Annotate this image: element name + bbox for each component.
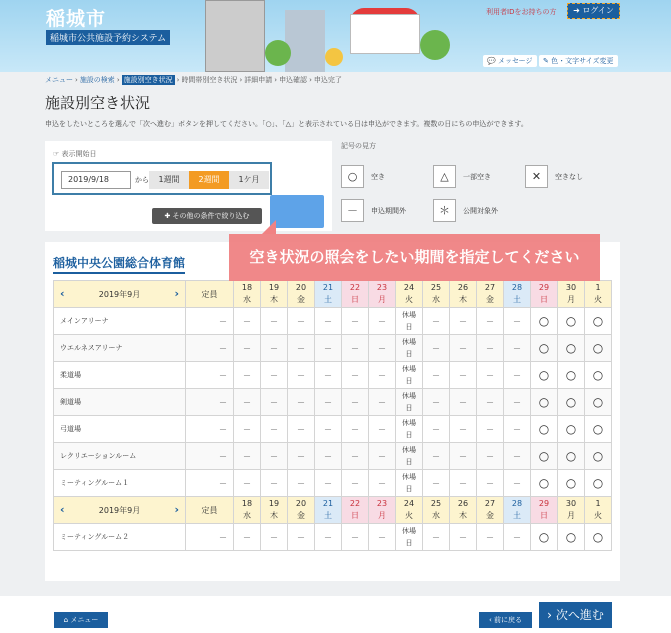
prev-month-icon[interactable]: ‹: [60, 503, 65, 516]
capacity-header: 定員: [186, 497, 234, 524]
availability-cell: －: [288, 443, 315, 470]
availability-cell: －: [504, 443, 531, 470]
availability-cell: －: [504, 416, 531, 443]
menu-button[interactable]: ⌂ メニュー: [54, 612, 108, 628]
table-row: [54, 308, 612, 335]
availability-cell: －: [450, 416, 477, 443]
back-button[interactable]: ‹ 前に戻る: [479, 612, 532, 628]
day-header: 27 金: [477, 497, 504, 524]
availability-cell[interactable]: ○: [585, 443, 612, 470]
availability-cell: －: [234, 470, 261, 497]
login-hint: 利用者IDをお持ちの方: [486, 8, 557, 16]
availability-cell[interactable]: ○: [585, 389, 612, 416]
availability-cell: －: [315, 443, 342, 470]
day-header: 22 日: [342, 497, 369, 524]
availability-cell: －: [423, 308, 450, 335]
availability-cell[interactable]: ○: [585, 524, 612, 551]
availability-cell: －: [369, 335, 396, 362]
availability-cell: －: [288, 524, 315, 551]
availability-cell: －: [423, 443, 450, 470]
availability-cell: －: [450, 362, 477, 389]
table-row: [54, 335, 612, 362]
date-group: [52, 162, 272, 195]
availability-cell[interactable]: ○: [558, 335, 585, 362]
facility-title[interactable]: 稲城中央公園総合体育館: [53, 254, 185, 274]
availability-cell: －: [261, 416, 288, 443]
table-row: [54, 389, 612, 416]
legend-symbol-partial: △: [433, 165, 456, 188]
next-month-icon[interactable]: ›: [174, 287, 179, 300]
availability-cell[interactable]: ○: [531, 443, 558, 470]
availability-cell: －: [477, 335, 504, 362]
breadcrumb-step: 時間帯別空き状況: [181, 76, 238, 84]
header-illustration: [175, 0, 475, 72]
availability-cell: －: [342, 524, 369, 551]
login-button[interactable]: ➜ ログイン: [567, 3, 620, 19]
availability-cell: －: [342, 416, 369, 443]
breadcrumb-step: 詳細申請: [244, 76, 273, 84]
page-description: 申込をしたいところを選んで「次へ進む」ボタンを押してください。「○」、「△」と表示されている日は申込ができます。複数の日にちの申込ができます。: [45, 120, 528, 128]
day-header: 22 日: [342, 281, 369, 308]
availability-cell: －: [423, 470, 450, 497]
period-1week-button[interactable]: 1週間: [149, 171, 189, 189]
availability-cell: －: [504, 308, 531, 335]
availability-cell: －: [261, 389, 288, 416]
day-header: 24 火: [396, 497, 423, 524]
availability-cell: 休場 日: [396, 470, 423, 497]
availability-cell: 休場 日: [396, 443, 423, 470]
breadcrumb-menu[interactable]: メニュー: [45, 76, 73, 84]
availability-cell[interactable]: ○: [585, 362, 612, 389]
availability-cell: －: [477, 389, 504, 416]
availability-cell[interactable]: ○: [558, 470, 585, 497]
availability-cell: －: [315, 524, 342, 551]
availability-cell: －: [450, 443, 477, 470]
availability-cell: －: [288, 470, 315, 497]
availability-cell: －: [504, 389, 531, 416]
capacity-value: －: [186, 335, 234, 362]
footer: [0, 596, 671, 633]
availability-cell: －: [234, 308, 261, 335]
period-1month-button[interactable]: 1ケ月: [229, 171, 269, 189]
day-header: 29 日: [531, 281, 558, 308]
room-name: 剣道場: [54, 389, 186, 416]
day-header: 25 水: [423, 497, 450, 524]
availability-cell: －: [234, 443, 261, 470]
legend: [339, 141, 619, 231]
availability-cell: 休場 日: [396, 362, 423, 389]
legend-label-available: 空き: [371, 173, 385, 181]
availability-cell[interactable]: ○: [531, 308, 558, 335]
availability-cell: －: [288, 389, 315, 416]
availability-cell: －: [450, 470, 477, 497]
availability-cell: －: [288, 308, 315, 335]
day-header: 20 金: [288, 281, 315, 308]
next-month-icon[interactable]: ›: [174, 503, 179, 516]
availability-cell[interactable]: ○: [585, 335, 612, 362]
availability-cell: －: [315, 470, 342, 497]
search-button[interactable]: [270, 195, 324, 228]
day-header: 19 木: [261, 281, 288, 308]
availability-cell[interactable]: ○: [558, 362, 585, 389]
availability-cell: －: [261, 362, 288, 389]
date-label: ☞ 表示開始日: [53, 150, 97, 158]
availability-cell: －: [315, 308, 342, 335]
availability-cell[interactable]: ○: [585, 308, 612, 335]
capacity-value: －: [186, 443, 234, 470]
room-name: レクリエーションルーム: [54, 443, 186, 470]
capacity-header: 定員: [186, 281, 234, 308]
font-label: 色・文字サイズ変更: [551, 57, 614, 65]
availability-cell: －: [261, 470, 288, 497]
availability-cell: －: [315, 335, 342, 362]
availability-cell: －: [369, 362, 396, 389]
availability-cell[interactable]: ○: [558, 443, 585, 470]
filter-button[interactable]: ✚ その他の条件で絞り込む: [152, 208, 262, 224]
day-header: 23 月: [369, 497, 396, 524]
date-panel: [45, 141, 332, 231]
start-date-input[interactable]: 2019/9/18: [61, 171, 131, 189]
availability-cell: －: [423, 335, 450, 362]
capacity-value: －: [186, 308, 234, 335]
legend-label-full: 空きなし: [555, 173, 583, 181]
day-header: 29 日: [531, 497, 558, 524]
day-header: 23 月: [369, 281, 396, 308]
room-name: メインアリーナ: [54, 308, 186, 335]
capacity-value: －: [186, 470, 234, 497]
availability-cell: －: [261, 443, 288, 470]
day-header: 26 木: [450, 281, 477, 308]
availability-cell: －: [342, 362, 369, 389]
availability-cell: －: [477, 470, 504, 497]
availability-cell: －: [369, 524, 396, 551]
day-header: 28 土: [504, 497, 531, 524]
availability-cell: 休場 日: [396, 335, 423, 362]
availability-cell[interactable]: ○: [558, 308, 585, 335]
availability-cell: －: [450, 524, 477, 551]
capacity-value: －: [186, 416, 234, 443]
day-header: 18 水: [234, 281, 261, 308]
availability-cell: －: [261, 335, 288, 362]
availability-cell: －: [450, 389, 477, 416]
availability-cell[interactable]: ○: [531, 335, 558, 362]
chat-icon: 💬: [487, 57, 496, 65]
legend-title: 記号の見方: [341, 142, 376, 150]
room-name: ミーティングルーム１: [54, 470, 186, 497]
availability-cell: －: [504, 362, 531, 389]
availability-cell: －: [342, 335, 369, 362]
availability-cell[interactable]: ○: [585, 470, 612, 497]
availability-cell[interactable]: ○: [531, 470, 558, 497]
availability-cell: －: [234, 524, 261, 551]
availability-panel: [45, 242, 620, 581]
day-header: 28 土: [504, 281, 531, 308]
room-name: 柔道場: [54, 362, 186, 389]
availability-cell: －: [369, 470, 396, 497]
prev-month-icon[interactable]: ‹: [60, 287, 65, 300]
day-header: 21 土: [315, 281, 342, 308]
availability-cell: －: [504, 335, 531, 362]
availability-cell: －: [369, 389, 396, 416]
availability-cell: －: [477, 416, 504, 443]
availability-cell: －: [504, 470, 531, 497]
availability-cell: －: [288, 362, 315, 389]
capacity-value: －: [186, 362, 234, 389]
header-row: [54, 281, 612, 308]
availability-cell: －: [477, 443, 504, 470]
breadcrumb-step: 申込完了: [313, 76, 342, 84]
availability-cell: －: [315, 362, 342, 389]
month-label: 2019年9月: [98, 505, 141, 515]
availability-cell: －: [369, 416, 396, 443]
home-icon: ⌂: [63, 616, 69, 624]
availability-cell[interactable]: ○: [531, 524, 558, 551]
availability-cell: －: [423, 416, 450, 443]
breadcrumb-current: 施設別空き状況: [123, 76, 173, 84]
availability-cell: －: [342, 308, 369, 335]
legend-label-private: 公開対象外: [463, 207, 498, 215]
day-header: 1 火: [585, 497, 612, 524]
month-cell: [54, 281, 186, 308]
room-name: ウエルネスアリーナ: [54, 335, 186, 362]
availability-cell: －: [423, 362, 450, 389]
chevron-right-icon: ›: [547, 608, 552, 622]
pencil-icon: ✎: [543, 57, 549, 65]
day-header: 30 月: [558, 281, 585, 308]
day-header: 21 土: [315, 497, 342, 524]
availability-cell: －: [234, 416, 261, 443]
kara-label: から: [135, 176, 149, 184]
day-header: 27 金: [477, 281, 504, 308]
breadcrumb-step: 申込確認: [279, 76, 308, 84]
day-header: 25 水: [423, 281, 450, 308]
availability-cell: －: [342, 443, 369, 470]
capacity-value: －: [186, 389, 234, 416]
callout-tail: [262, 220, 276, 234]
availability-cell: －: [288, 335, 315, 362]
header-row: [54, 497, 612, 524]
room-name: 弓道場: [54, 416, 186, 443]
availability-cell[interactable]: ○: [558, 389, 585, 416]
legend-label-out-of-period: 申込期間外: [371, 207, 406, 215]
day-header: 30 月: [558, 497, 585, 524]
capacity-value: －: [186, 524, 234, 551]
month-cell: [54, 497, 186, 524]
availability-cell: －: [450, 308, 477, 335]
table-row: [54, 416, 612, 443]
availability-cell: 休場 日: [396, 389, 423, 416]
table-row: [54, 524, 612, 551]
availability-cell: －: [234, 389, 261, 416]
font-size-button[interactable]: [539, 55, 618, 67]
availability-cell: －: [369, 443, 396, 470]
login-label: ログイン: [582, 6, 614, 15]
availability-cell: －: [477, 362, 504, 389]
chevron-left-icon: ‹: [488, 616, 492, 624]
availability-cell: －: [477, 524, 504, 551]
availability-cell: －: [261, 308, 288, 335]
availability-cell: 休場 日: [396, 416, 423, 443]
site-header: [0, 0, 671, 72]
availability-cell: －: [477, 308, 504, 335]
table-row: [54, 362, 612, 389]
message-label: メッセージ: [497, 57, 533, 65]
day-header: 20 金: [288, 497, 315, 524]
availability-cell[interactable]: ○: [531, 389, 558, 416]
availability-cell: 休場 日: [396, 524, 423, 551]
availability-cell: －: [342, 389, 369, 416]
availability-table: [53, 280, 612, 551]
site-subtitle: 稲城市公共施設予約システム: [46, 30, 170, 45]
availability-cell: －: [342, 470, 369, 497]
availability-cell: －: [504, 524, 531, 551]
next-button[interactable]: › 次へ進む: [539, 602, 612, 628]
table-row: [54, 470, 612, 497]
availability-cell: －: [315, 416, 342, 443]
day-header: 1 火: [585, 281, 612, 308]
availability-cell: －: [315, 389, 342, 416]
callout-banner: 空き状況の照会をしたい期間を指定してください: [229, 234, 600, 281]
day-header: 24 火: [396, 281, 423, 308]
availability-cell[interactable]: ○: [531, 362, 558, 389]
breadcrumb: メニュー › 施設の検索 › 施設別空き状況 › 時間帯別空き状況 › 詳細申請 › 申込確認 › 申込完了: [45, 76, 342, 84]
month-label: 2019年9月: [98, 289, 141, 299]
site-title[interactable]: 稲城市: [46, 8, 107, 30]
breadcrumb-search[interactable]: 施設の検索: [79, 76, 115, 84]
day-header: 19 木: [261, 497, 288, 524]
availability-cell: 休場 日: [396, 308, 423, 335]
availability-cell: －: [234, 362, 261, 389]
day-header: 26 木: [450, 497, 477, 524]
period-2week-button[interactable]: 2週間: [189, 171, 229, 189]
availability-cell[interactable]: ○: [531, 416, 558, 443]
availability-cell: －: [288, 416, 315, 443]
availability-cell: －: [423, 389, 450, 416]
availability-cell: －: [261, 524, 288, 551]
room-name: ミーティングルーム２: [54, 524, 186, 551]
availability-cell[interactable]: ○: [558, 524, 585, 551]
legend-symbol-out-of-period: －: [341, 199, 364, 222]
availability-cell: －: [369, 308, 396, 335]
availability-cell: －: [450, 335, 477, 362]
legend-symbol-full: ✕: [525, 165, 548, 188]
legend-symbol-private: ＊: [433, 199, 456, 222]
legend-symbol-available: ○: [341, 165, 364, 188]
message-button[interactable]: [483, 55, 537, 67]
availability-cell: －: [423, 524, 450, 551]
legend-label-partial: 一部空き: [463, 173, 491, 181]
day-header: 18 水: [234, 497, 261, 524]
page-title: 施設別空き状況: [45, 94, 151, 112]
availability-cell: －: [234, 335, 261, 362]
table-row: [54, 443, 612, 470]
availability-cell[interactable]: ○: [585, 416, 612, 443]
availability-cell[interactable]: ○: [558, 416, 585, 443]
